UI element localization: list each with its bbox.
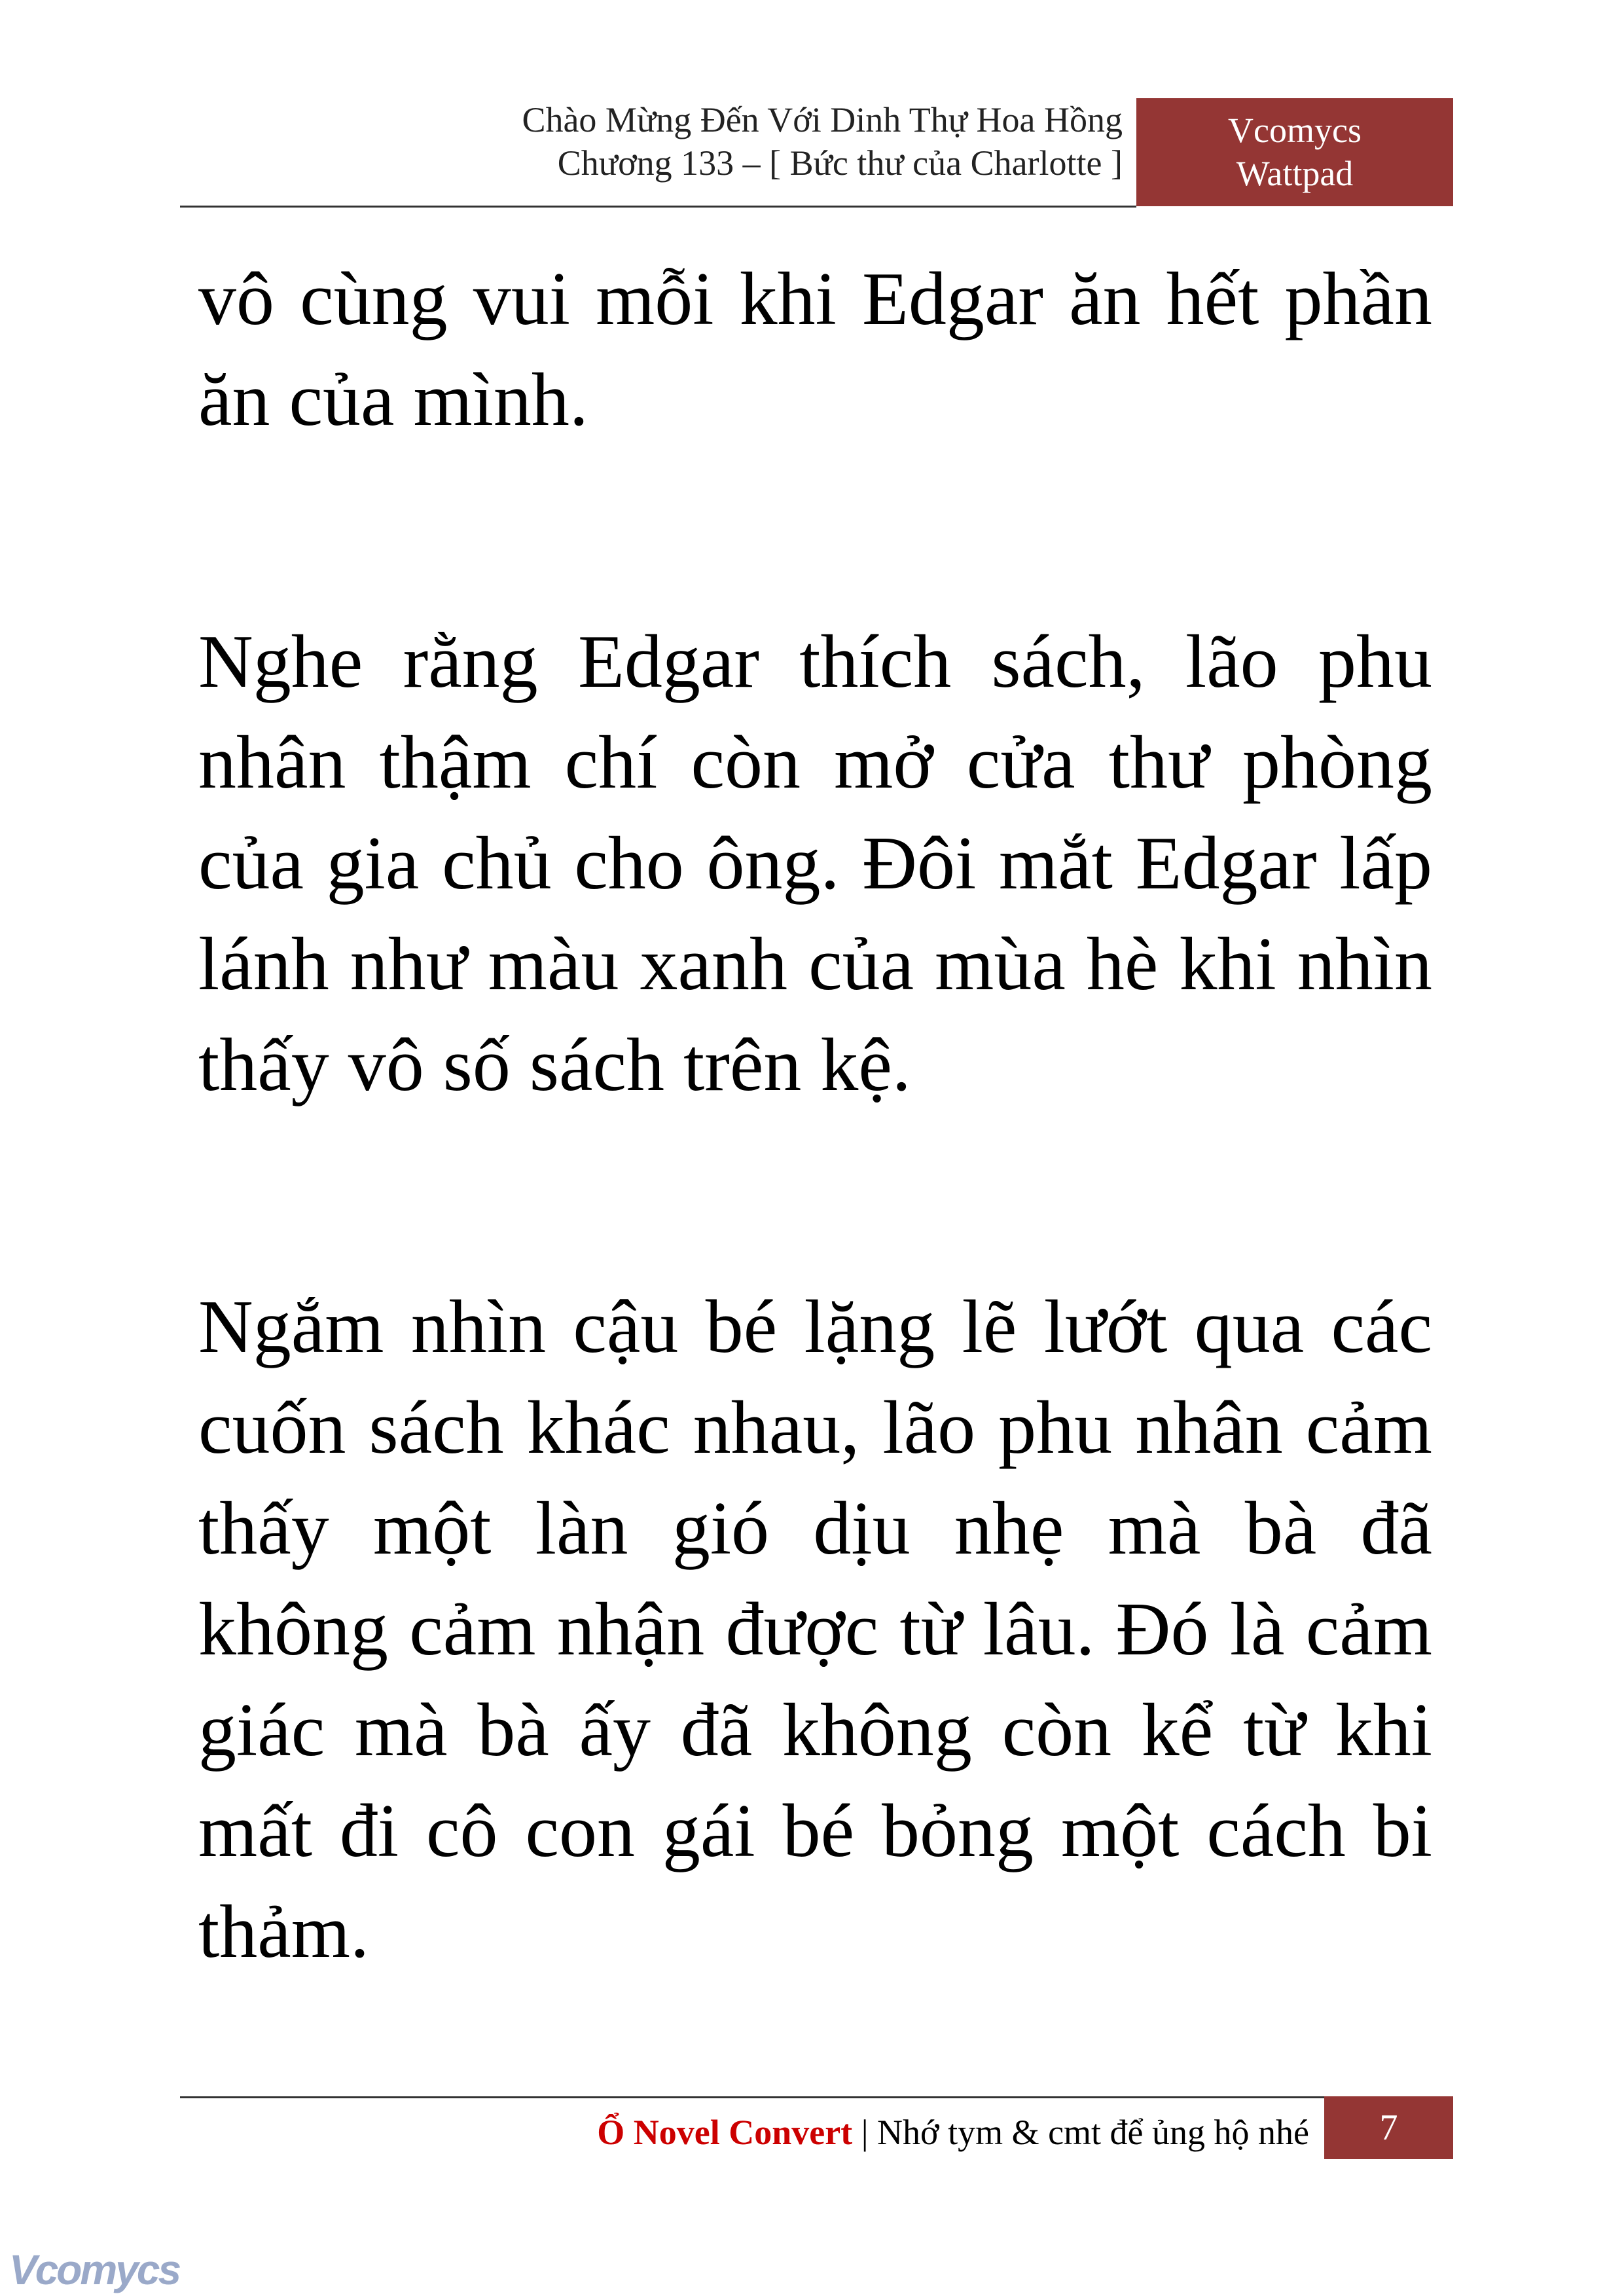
page-number: 7 <box>1324 2096 1453 2159</box>
header-brand-line1: Vcomycs <box>1228 111 1362 150</box>
watermark-logo: Vcomycs <box>9 2246 180 2293</box>
header-brand-line2: Wattpad <box>1236 154 1354 193</box>
footer <box>180 2103 1309 2166</box>
paragraph-2: Nghe rằng Edgar thích sách, lão phu nhân thậm chí còn mở cửa thư phòng của gia chủ cho ông. Đôi mắt Edgar lấp lánh như màu xanh của mùa hè khi nhìn thấy vô số sách trên kệ. <box>198 620 1432 1107</box>
header-brand-box <box>1136 98 1453 206</box>
footer-note: Nhớ tym & cmt để ủng hộ nhé <box>877 2113 1309 2152</box>
footer-brand: Ổ Novel Convert <box>597 2113 853 2152</box>
paragraph-1: vô cùng vui mỗi khi Edgar ăn hết phần ăn của mình. <box>198 257 1432 442</box>
footer-separator: | <box>852 2113 878 2152</box>
header-divider <box>180 206 1136 208</box>
chapter-body <box>198 249 1432 1982</box>
footer-divider <box>180 2096 1326 2098</box>
book-title: Chào Mừng Đến Với Dinh Thự Hoa Hồng <box>522 100 1123 139</box>
running-header <box>180 98 1123 204</box>
chapter-title: Chương 133 – [ Bức thư của Charlotte ] <box>557 143 1123 183</box>
paragraph-3: Ngắm nhìn cậu bé lặng lẽ lướt qua các cuốn sách khác nhau, lão phu nhân cảm thấy một làn gió dịu nhẹ mà bà đã không cảm nhận được từ lâu. Đó là cảm giác mà bà ấy đã không còn kể từ khi mất đi cô con gái bé bỏng một cách bi thảm. <box>198 1285 1432 1974</box>
